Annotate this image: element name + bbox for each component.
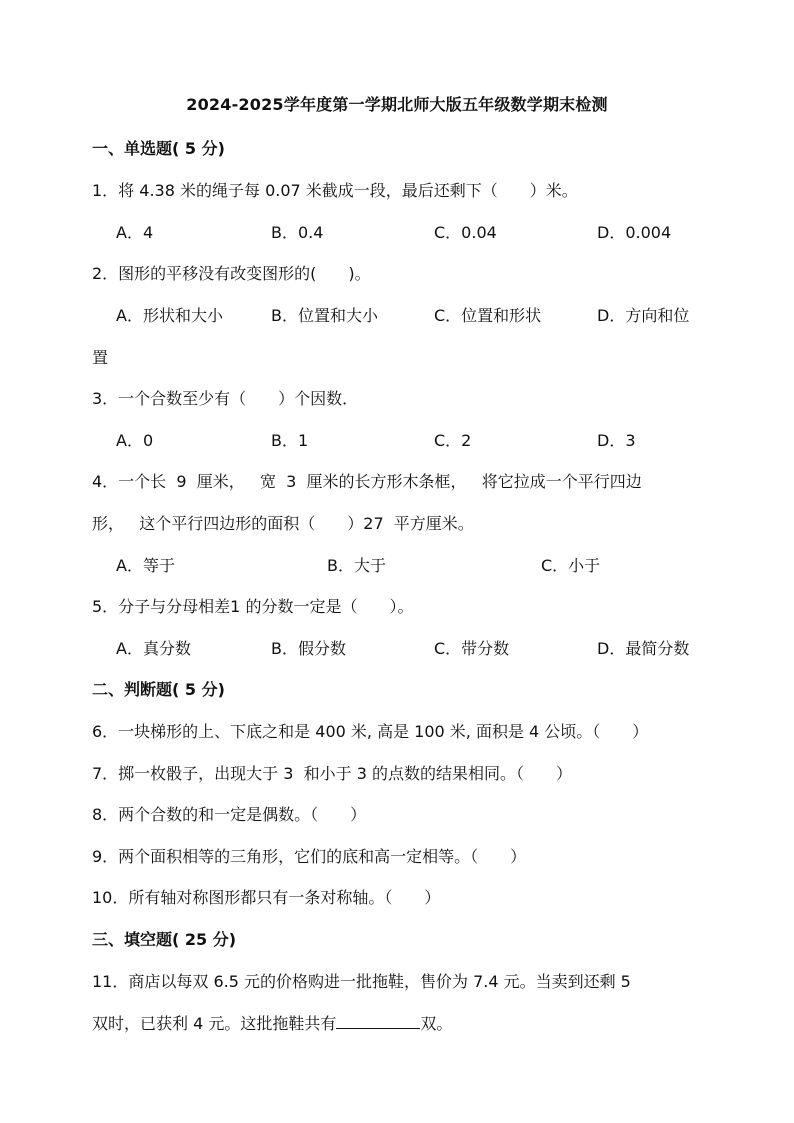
q1-option-b: B．0.4 [271,223,324,242]
section-heading-true-false: 二、判断题( 5 分) [92,680,225,699]
q4-option-b: B．大于 [327,556,386,575]
q2-option-c: C．位置和形状 [434,306,542,325]
q5-option-a: A．真分数 [116,639,191,658]
question-10: 10．所有轴对称图形都只有一条对称轴。（ ） [92,888,441,907]
question-11-line-1: 11．商店以每双 6.5 元的价格购进一批拖鞋，售价为 7.4 元。当卖到还剩 5 [92,972,631,991]
section-heading-fill-in: 三、填空题( 25 分) [92,930,237,949]
q3-option-b: B．1 [271,431,309,450]
q11-text-after-blank: 双。 [420,1014,453,1033]
section-heading-single-choice: 一、单选题( 5 分) [92,139,225,158]
q5-option-c: C．带分数 [434,639,510,658]
question-4-line-1: 4．一个长 9 厘米， 宽 3 厘米的长方形木条框， 将它拉成一个平行四边 [92,472,642,491]
question-3: 3．一个合数至少有（ ）个因数． [92,389,359,408]
q3-option-a: A．0 [116,431,154,450]
question-5: 5．分子与分母相差1 的分数一定是（ ）。 [92,597,414,616]
q11-text-before-blank: 双时，已获利 4 元。这批拖鞋共有 [92,1014,337,1033]
question-6: 6．一块梯形的上、下底之和是 400 米, 高是 100 米, 面积是 4 公顷。（ ） [92,722,649,741]
q1-option-d: D．0.004 [597,223,672,242]
question-8: 8．两个合数的和一定是偶数。（ ） [92,805,367,824]
q1-option-a: A．4 [116,223,154,242]
q3-option-c: C．2 [434,431,472,450]
question-11-line-2 [92,1011,452,1034]
q2-option-b: B．位置和大小 [271,306,378,325]
question-9: 9．两个面积相等的三角形，它们的底和高一定相等。（ ） [92,847,527,866]
q5-option-d: D．最简分数 [597,639,690,658]
q4-option-c: C．小于 [541,556,601,575]
q2-option-d-wrap: 置 [92,348,109,367]
q3-option-d: D．3 [597,431,636,450]
question-7: 7．掷一枚骰子，出现大于 3 和小于 3 的点数的结果相同。（ ） [92,764,572,783]
q2-option-d: D．方向和位 [597,306,690,325]
page-title: 2024-2025学年度第一学期北师大版五年级数学期末检测 [186,95,608,114]
question-4-line-2: 形， 这个平行四边形的面积（ ）27 平方厘米。 [92,514,474,533]
question-2: 2．图形的平移没有改变图形的( )。 [92,264,371,283]
q11-answer-blank[interactable] [336,1014,420,1029]
q4-option-a: A．等于 [116,556,175,575]
q1-option-c: C．0.04 [434,223,497,242]
q5-option-b: B．假分数 [271,639,346,658]
question-1: 1．将 4.38 米的绳子每 0.07 米截成一段，最后还剩下（ ）米。 [92,181,578,200]
q2-option-a: A．形状和大小 [116,306,223,325]
